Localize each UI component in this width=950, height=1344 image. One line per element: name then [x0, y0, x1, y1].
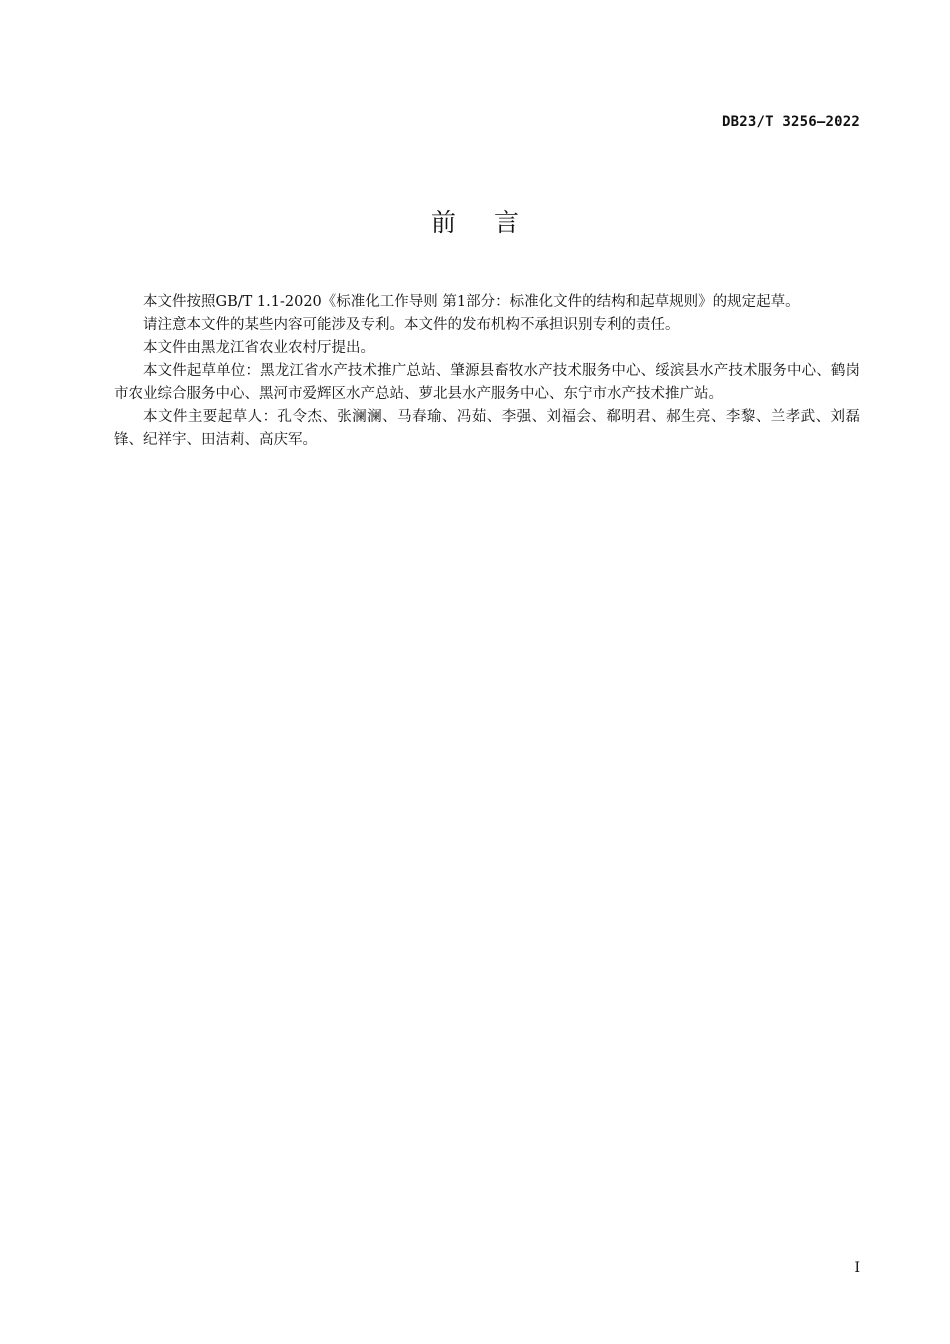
document-code: DB23/T 3256—2022 [721, 114, 860, 130]
paragraph-patent-notice: 请注意本文件的某些内容可能涉及专利。本文件的发布机构不承担识别专利的责任。 [143, 317, 680, 333]
paragraph-drafting-units: 本文件起草单位：黑龙江省水产技术推广总站、肇源县畜牧水产技术服务中心、绥滨县水产技术服务中心、鹤岗市农业综合服务中心、黑河市爱辉区水产总站、萝北县水产服务中心、东宁市水产技术推广站。 [114, 363, 860, 402]
paragraph-drafters: 本文件主要起草人：孔令杰、张澜澜、马春瑜、冯茹、李强、刘福会、郗明君、郝生亮、李黎、兰孝武、刘磊锋、纪祥宇、田洁莉、高庆军。 [114, 409, 860, 448]
page-title: 前言 [430, 208, 557, 237]
foreword-body [114, 291, 860, 452]
paragraph-proposer: 本文件由黑龙江省农业农村厅提出。 [143, 340, 375, 356]
paragraph-drafting-rules: 本文件按照GB/T 1.1-2020《标准化工作导则 第1部分：标准化文件的结构和起草规则》的规定起草。 [143, 294, 800, 310]
page-number: I [854, 1260, 860, 1276]
